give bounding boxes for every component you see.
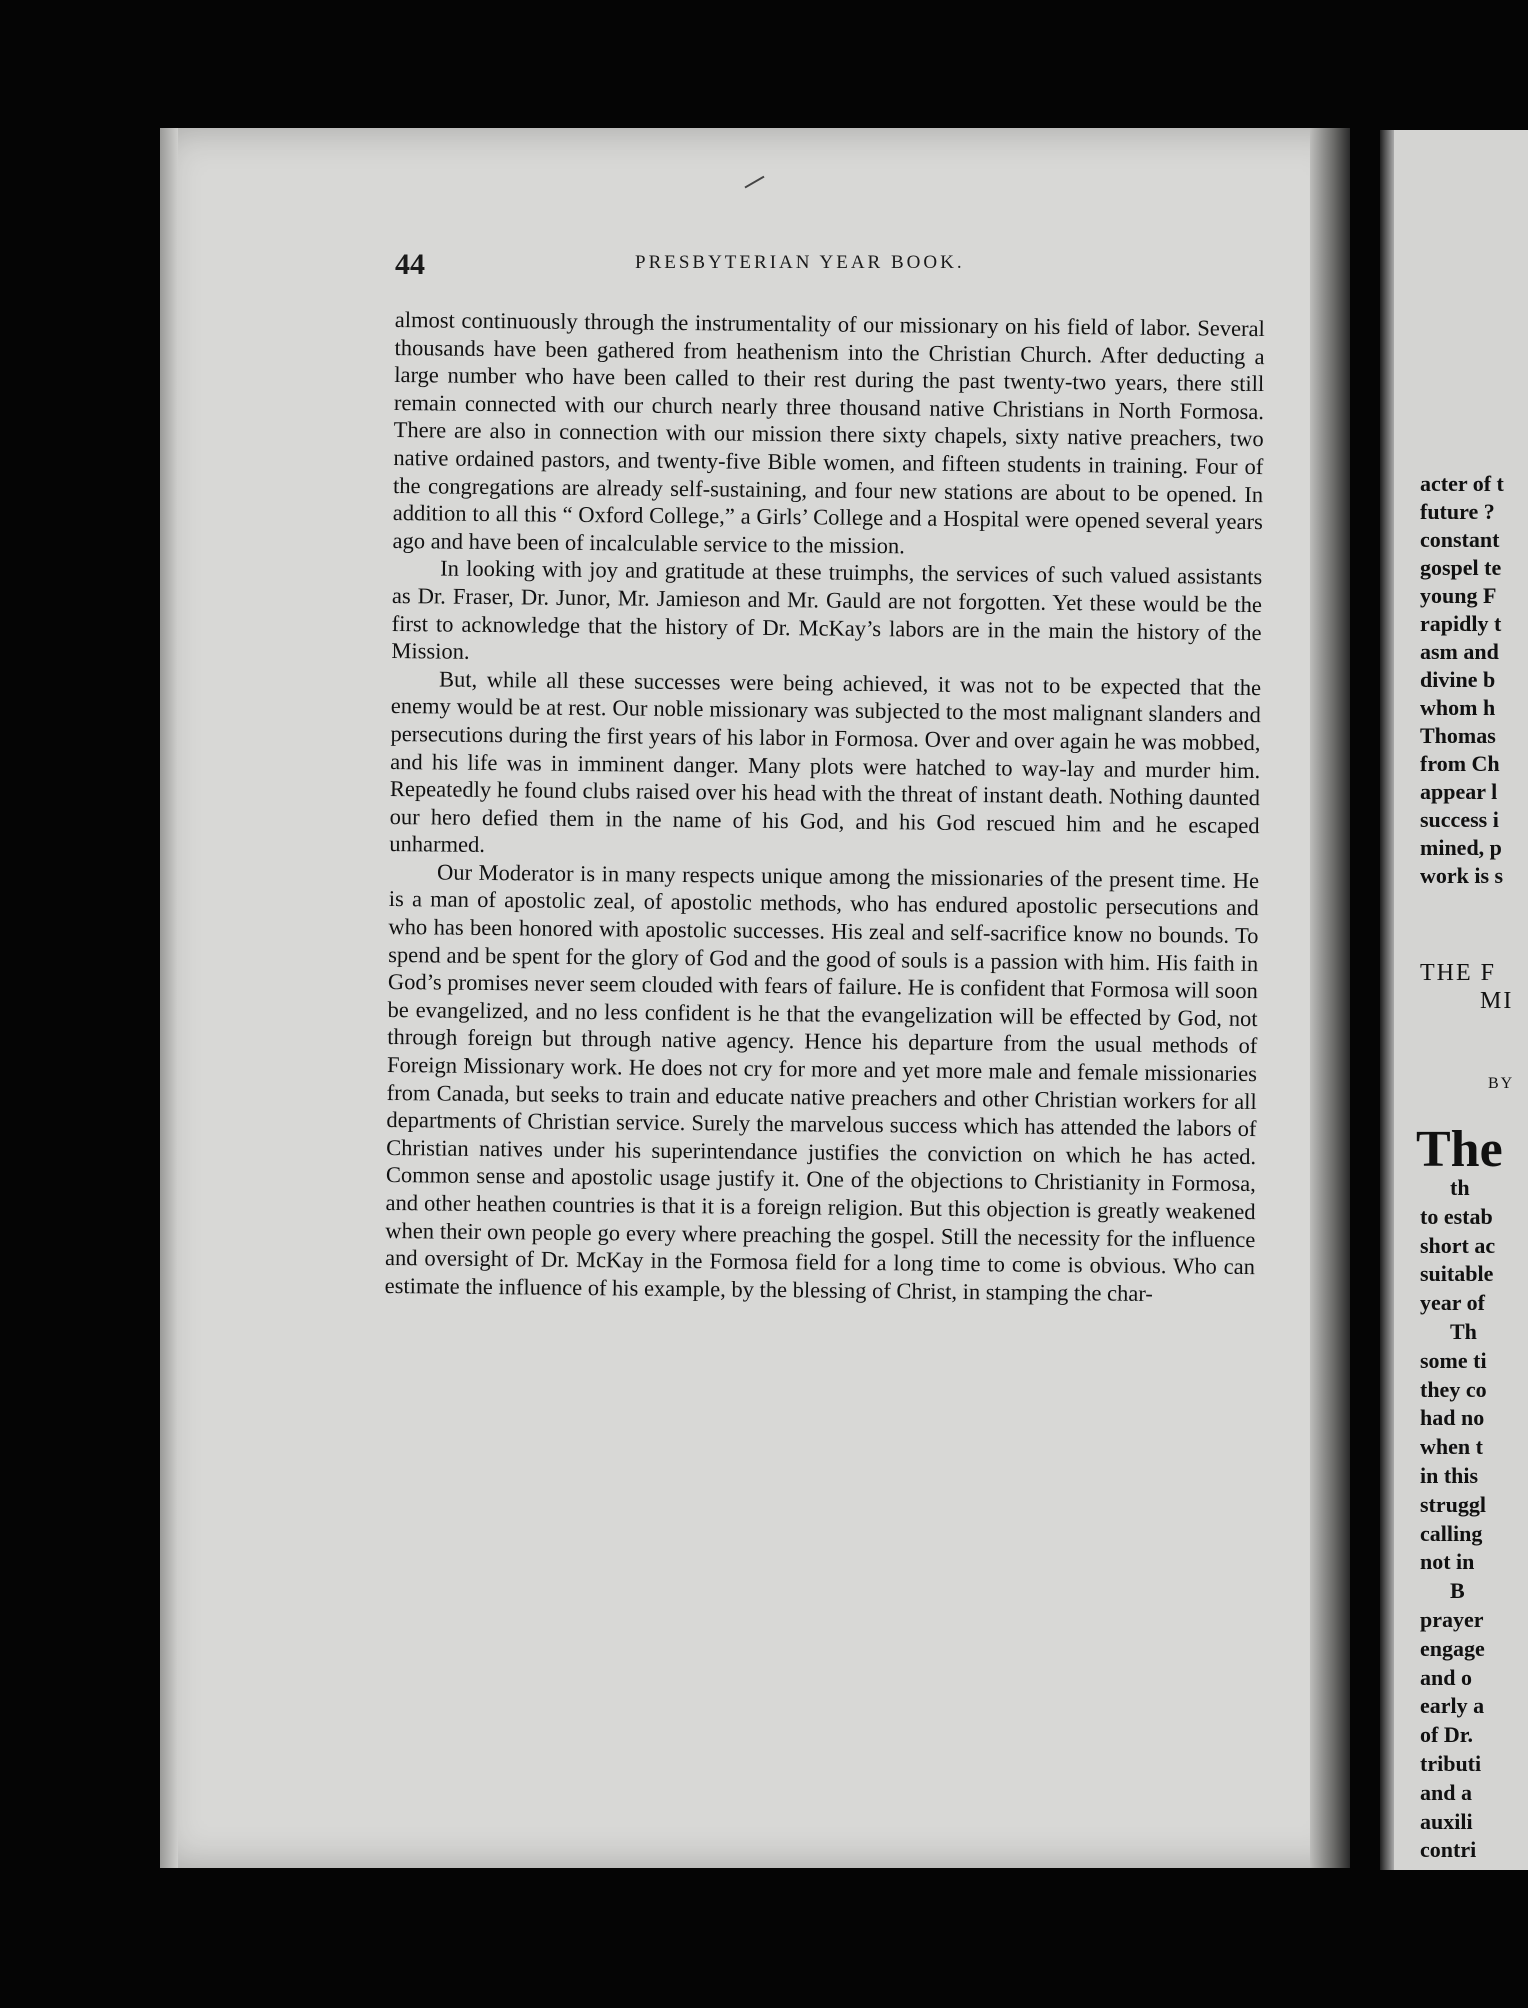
text-line: not in (1420, 1549, 1475, 1575)
paragraph: Our Moderator is in many respects unique among the missionaries of the present time. He is a man of apostolic zeal, of apostolic methods, who has endured apostolic persecutions and who has been honored with apostolic successes. His zeal and self-sacrifice know no bounds. To spend and be spent for the glory of God and the good of souls is a passion with him. His faith in God’s promises never seem clouded with fears of failure. He is confident that Formosa will soon be evangelized, and no less confident is he that the evangelization will be effected by God, not through foreign but through native agency. Hence his departure from the usual methods of Foreign Missionary work. He does not cry for more and yet more male and female missionaries from Canada, but seeks to train and educate native preachers and other Christian workers for all departments of Christian service. Surely the marvelous success which has attended the labors of Christian natives under his superintendance justifies the conviction on which he has acted. Common sense and apostolic usage justify it. One of the objections to Christianity in Formosa, and other heathen countries is that it is a foreign religion. But this objection is greatly weakened when their own people go every where preaching the gospel. Still the necessity for the influence and oversight of Dr. McKay in the Formosa field for a long time to come is obvious. Who can estimate the influence of his example, by the blessing of Christ, in stamping the char- (384, 859, 1260, 1306)
body-text (385, 306, 1265, 1308)
right-page-text-bottom (1420, 1174, 1528, 1865)
text-line: th (1450, 1175, 1470, 1200)
paragraph: almost continuously through the instrumentality of our missionary on his field of labor. Several thousands have been gathered from heathenism into the Christian Church. After deducting a large number who have been called to their rest during the past twenty-two years, there still remain connected with our church nearly three thousand native Christians in North Formosa. There are also in connection with our mission there sixty chapels, sixty native preachers, two native ordained pastors, and twenty-five Bible women, and fifteen students in training. Four of the congregations are already self-sustaining, and four new stations are about to be opened. In addition to all this “ Oxford College,” a Girls’ College and a Hospital were opened several years ago and have been of incalculable service to the mission. (392, 306, 1265, 559)
text-line: gospel te (1420, 555, 1502, 580)
text-line: work is s (1420, 863, 1504, 888)
right-page-text-top (1420, 470, 1528, 890)
heading-line: THE F (1420, 960, 1496, 986)
right-page-heading (1420, 960, 1528, 1016)
text-line: and o (1420, 1664, 1472, 1690)
text-line: Thomas (1420, 723, 1496, 748)
page-edge (160, 128, 178, 1868)
right-page (1380, 130, 1528, 1870)
byline: BY (1488, 1075, 1515, 1092)
text-line: constant (1420, 527, 1500, 552)
text-line: suitable (1420, 1261, 1494, 1287)
text-line: contri (1420, 1837, 1477, 1863)
text-line: they co (1420, 1376, 1487, 1402)
right-page-gutter (1380, 130, 1394, 1870)
text-line: struggl (1420, 1491, 1486, 1517)
text-line: when t (1420, 1434, 1483, 1460)
page-header (395, 248, 1285, 288)
text-line: engage (1420, 1635, 1485, 1661)
text-line: prayer (1420, 1606, 1484, 1632)
text-line: of Dr. (1420, 1722, 1473, 1748)
running-head: PRESBYTERIAN YEAR BOOK. (635, 252, 965, 273)
text-line: year of (1420, 1290, 1485, 1316)
page-number: 44 (395, 248, 425, 281)
paragraph: But, while all these successes were being achieved, it was not to be expected that the enemy would be at rest. Our noble missionary was subjected to the most malignant slanders and persecutions during the first years of his labor in Formosa. Over and over again he was mobbed, and his life was in imminent danger. Many plots were hatched to way-lay and murder him. Repeatedly he found clubs raised over his head with the threat of instant death. Nothing daunted our hero defied them in the name of his God, and his God rescued him and he escaped unharmed. (389, 666, 1262, 858)
drop-cap: The (1416, 1121, 1503, 1178)
text-line: future ? (1420, 499, 1495, 524)
text-line: calling (1420, 1520, 1483, 1546)
text-line: from Ch (1420, 751, 1500, 776)
heading-line: MI (1480, 988, 1514, 1014)
book-gutter (1310, 128, 1350, 1868)
text-line: asm and (1420, 639, 1499, 664)
text-line: Th (1450, 1318, 1477, 1344)
text-line: young F (1420, 583, 1497, 608)
text-line: tributi (1420, 1750, 1482, 1776)
text-line: rapidly t (1420, 611, 1502, 636)
text-line: mined, p (1420, 835, 1502, 860)
text-line: success i (1420, 807, 1499, 832)
text-line: had no (1420, 1405, 1485, 1431)
text-line: in this (1420, 1462, 1479, 1488)
text-line: to estab (1420, 1203, 1493, 1229)
text-line: and a (1420, 1779, 1472, 1805)
text-line: auxili (1420, 1808, 1473, 1834)
text-line: whom h (1420, 695, 1496, 720)
text-line: B (1450, 1578, 1465, 1604)
text-line: some ti (1420, 1347, 1487, 1373)
text-line: short ac (1420, 1232, 1496, 1258)
paragraph: In looking with joy and gratitude at these truimphs, the services of such valued assistants as Dr. Fraser, Dr. Junor, Mr. Jamieson and Mr. Gauld are not forgotten. Yet these would be the first to acknowledge that the history of Dr. McKay’s labors are in the main the history of the Mission. (391, 555, 1263, 664)
text-line: divine b (1420, 667, 1496, 692)
text-line: acter of t (1420, 471, 1504, 496)
text-line: appear l (1420, 779, 1498, 804)
text-line: early a (1420, 1693, 1485, 1719)
